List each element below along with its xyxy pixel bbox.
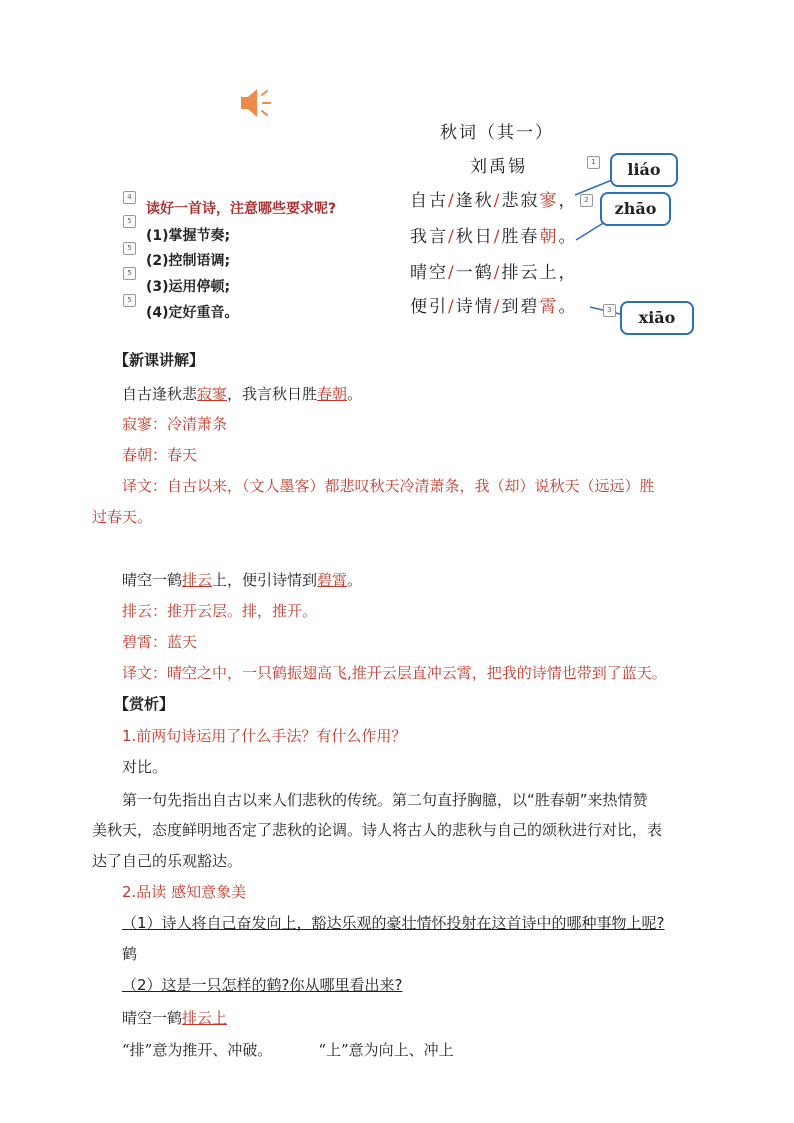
poem-line-1: 自古/逢秋/悲寂寥， (410, 191, 578, 211)
note-chunzhao: 春朝：春天 (122, 446, 198, 464)
pinyin-bubble-zhao: zhāo (600, 192, 671, 226)
poem-line-3: 晴空/一鹤/排云上， (410, 263, 578, 283)
question-2: 2.品读 感知意象美 (122, 883, 247, 901)
note-paiyun: 排云：推开云层。排，推开。 (122, 602, 318, 620)
answer-2-1: 鹤 (122, 945, 138, 963)
answer-1: 对比。 (122, 758, 168, 776)
point-num-4: 5 (123, 294, 136, 307)
reading-question: 读好一首诗，注意哪些要求呢? (146, 201, 337, 217)
translation-2: 译文：晴空之中，一只鹤振翅高飞,推开云层直冲云霄，把我的诗情也带到了蓝天。 (122, 664, 667, 682)
point-2: (2)控制语调; (146, 253, 231, 269)
question-2-2: （2）这是一只怎样的鹤?你从哪里看出来? (122, 976, 403, 994)
verse-line-2: 晴空一鹤排云上，便引诗情到碧霄。 (122, 571, 363, 589)
translation-1a: 译文：自古以来，（文人墨客）都悲叹秋天冷清萧条，我（却）说秋天（远远）胜 (122, 477, 655, 495)
question-1: 1.前两句诗运用了什么手法？有什么作用？ (122, 727, 407, 745)
poem-line-2: 我言/秋日/胜春朝。 (410, 227, 578, 247)
point-num-2: 5 (123, 242, 136, 255)
point-3: (3)运用停顿; (146, 279, 231, 295)
note-jiliao: 寂寥：冷清萧条 (122, 415, 228, 433)
paragraph-1a: 第一句先指出自古以来人们悲秋的传统。第二句直抒胸臆，以“胜春朝”来热情赞 (122, 791, 648, 809)
pinyin-num-3: 3 (603, 304, 616, 317)
section-title-appreciation: 【赏析】 (114, 695, 175, 713)
point-4: (4)定好重音。 (146, 305, 239, 321)
pinyin-num-1: 1 (587, 156, 600, 169)
pinyin-num-2: 2 (580, 194, 593, 207)
point-num-3: 5 (123, 267, 136, 280)
poem-title: 秋词（其一） (440, 123, 554, 143)
translation-1b: 过春天。 (92, 508, 153, 526)
point-num-1: 5 (123, 215, 136, 228)
verse-line-1: 自古逢秋悲寂寥，我言秋日胜春朝。 (122, 385, 363, 403)
question-num: 4 (123, 191, 136, 204)
point-1: (1)掌握节奏; (146, 228, 231, 244)
paragraph-1b: 美秋天，态度鲜明地否定了悲秋的论调。诗人将古人的悲秋与自己的颂秋进行对比，表 (92, 821, 663, 839)
question-2-1: （1）诗人将自己奋发向上，豁达乐观的豪壮情怀投射在这首诗中的哪种事物上呢? (122, 914, 665, 932)
section-title-new-lesson: 【新课讲解】 (114, 351, 205, 369)
note-bixiao: 碧霄：蓝天 (122, 633, 198, 651)
explanation-last: “排”意为推开、冲破。 “上”意为向上、冲上 (122, 1041, 454, 1059)
pinyin-bubble-xiao: xiāo (620, 301, 694, 335)
answer-2-2: 晴空一鹤排云上 (122, 1009, 228, 1027)
pinyin-bubble-liao: liáo (610, 153, 678, 187)
poem-line-4: 便引/诗情/到碧霄。 (410, 297, 578, 317)
poem-author: 刘禹锡 (470, 157, 527, 177)
paragraph-1c: 达了自己的乐观豁达。 (92, 852, 243, 870)
